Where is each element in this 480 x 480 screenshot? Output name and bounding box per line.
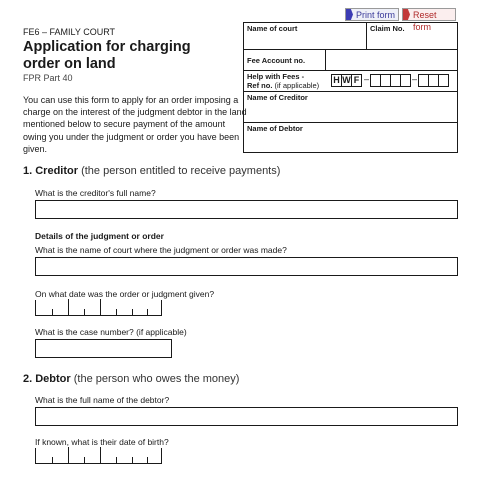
section-1-heading: 1. Creditor (the person entitled to receive payments) <box>23 165 281 177</box>
intro-text: You can use this form to apply for an order imposing a charge on the interest of the judgment debtor in the land mentioned below to secure payment of the amount owing you under the judgment or order you have been given. <box>23 95 247 154</box>
hwf-digit-box[interactable] <box>438 74 449 87</box>
form-subtitle: FPR Part 40 <box>23 73 73 83</box>
court-name-input[interactable] <box>35 257 458 276</box>
form-code: FE6 – FAMILY COURT <box>23 27 116 37</box>
hwf-dash: – <box>412 74 418 84</box>
debtor-dob-label: If known, what is their date of birth? <box>35 437 169 447</box>
court-name-label: What is the name of court where the judgment or order was made? <box>35 245 287 255</box>
claim-no-field[interactable]: Claim No. <box>366 22 458 50</box>
case-number-label: What is the case number? (if applicable) <box>35 327 187 337</box>
case-number-input[interactable] <box>35 339 172 358</box>
hwf-letter-h: H <box>331 74 342 87</box>
debtor-name-label: What is the full name of the debtor? <box>35 395 170 405</box>
fee-account-field[interactable] <box>325 49 458 71</box>
hwf-letter-w: W <box>342 75 351 85</box>
debtor-dob-input[interactable] <box>35 448 162 464</box>
fee-account-label: Fee Account no. <box>243 49 326 71</box>
creditor-name-input[interactable] <box>35 200 458 219</box>
hwf-digit-box[interactable] <box>400 74 411 87</box>
order-date-input[interactable] <box>35 300 162 316</box>
page-title: Application for charging order on land <box>23 39 191 72</box>
hwf-letter-f: F <box>351 74 362 87</box>
print-form-button[interactable]: Print form <box>345 8 399 21</box>
judgment-details-heading: Details of the judgment or order <box>35 231 164 241</box>
reset-icon <box>403 9 410 20</box>
name-of-creditor-field[interactable]: Name of Creditor <box>243 91 458 123</box>
name-of-debtor-field[interactable]: Name of Debtor <box>243 122 458 153</box>
creditor-name-label: What is the creditor's full name? <box>35 188 156 198</box>
hwf-dash: – <box>364 74 370 84</box>
print-icon <box>346 9 353 20</box>
order-date-label: On what date was the order or judgment given? <box>35 289 215 299</box>
help-with-fees-row: Help with Fees - Ref no. (if applicable) <box>243 70 458 92</box>
section-2-heading: 2. Debtor (the person who owes the money) <box>23 373 240 385</box>
debtor-name-input[interactable] <box>35 407 458 426</box>
reset-form-button[interactable]: Reset form <box>402 8 456 21</box>
name-of-court-field[interactable]: Name of court <box>243 22 367 50</box>
